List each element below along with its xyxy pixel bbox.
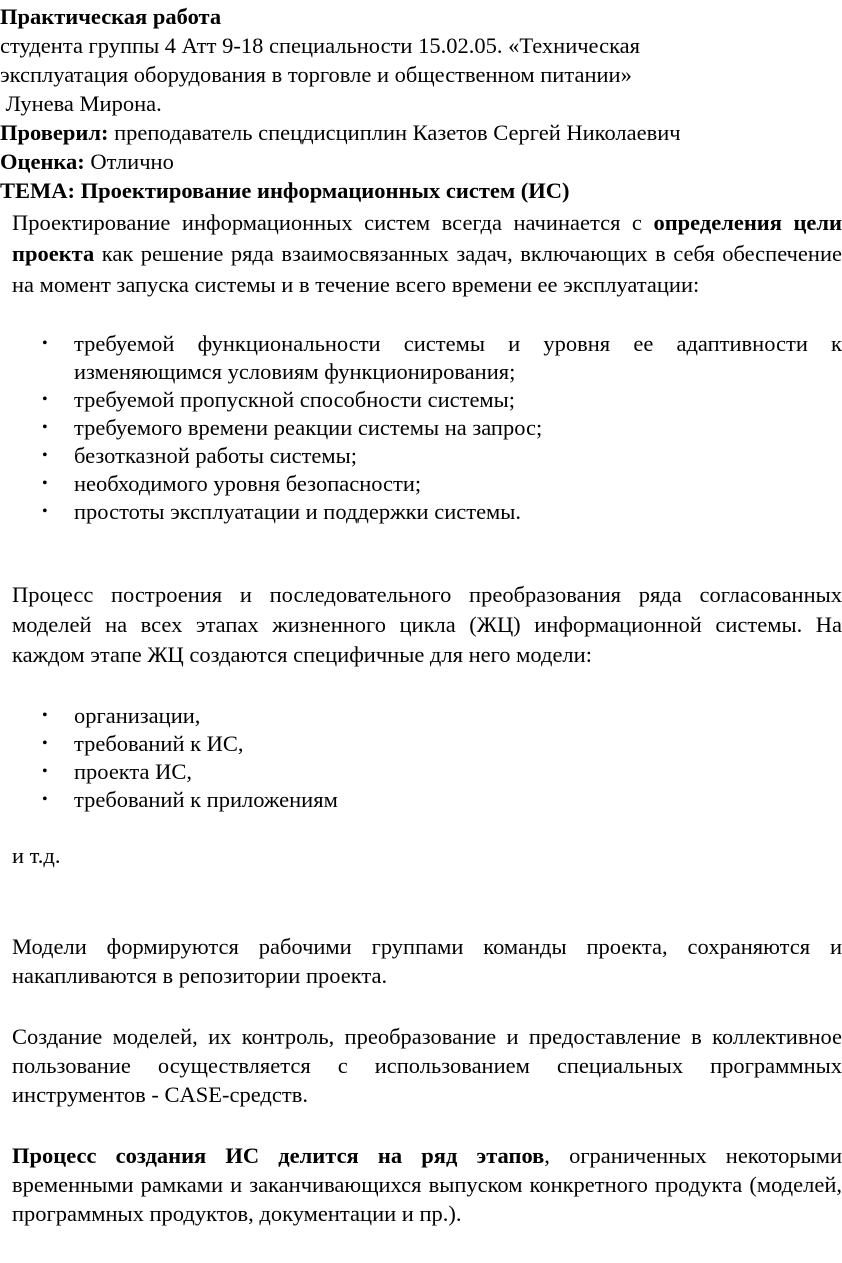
intro-paragraph: Проектирование информационных систем всегда начинается с определения цели проекта как решение ряда взаимосвязанных задач, включающих в себя обеспечение на момент запуска системы и в течение всего времени ее эксплуатации: (12, 210, 842, 297)
list-item: • безотказной работы системы; (42, 443, 358, 468)
requirements-list (12, 330, 842, 526)
bullet-icon: • (42, 475, 48, 492)
checked-value: преподаватель спецдисциплин Казетов Сергей Николаевич (108, 120, 681, 145)
creation-paragraph: Создание моделей, их контроль, преобразование и предоставление в коллективное пользование осуществляется с использованием специальных программных инструментов - CASE-средств. (12, 1024, 842, 1107)
bullet-icon: • (42, 419, 48, 436)
grade (0, 147, 816, 176)
bullet-icon: • (42, 735, 48, 752)
models-paragraph: Модели формируются рабочими группами команды проекта, сохраняются и накапливаются в репозитории проекта. (12, 934, 842, 988)
list-item: • требуемой функциональности системы и уровня ее адаптивности к изменяющимся условиям функционирования; (42, 331, 842, 384)
list-item: • требуемого времени реакции системы на запрос; (42, 415, 543, 440)
intro-bold: определения цели проекта (12, 210, 842, 266)
bullet-icon: • (42, 503, 48, 520)
list-item: • требований к приложениям (42, 787, 338, 812)
bullet-icon: • (42, 447, 48, 464)
bullet-icon: • (42, 335, 48, 352)
document-body (12, 207, 842, 1228)
grade-value: Отлично (84, 149, 174, 174)
document-header (0, 0, 816, 205)
topic-heading: ТЕМА: Проектирование информационных систем (ИС) (0, 178, 570, 203)
list-item: • требуемой пропускной способности системы; (42, 387, 516, 412)
list-item: • проекта ИС, (42, 759, 193, 784)
models-list (12, 702, 842, 814)
checked-label: Проверил: (0, 120, 109, 145)
stages-bold: Процесс создания ИС делится на ряд этапов (12, 1143, 545, 1168)
bullet-icon: • (42, 707, 48, 724)
list-item: • простоты эксплуатации и поддержки системы. (42, 499, 522, 524)
process-paragraph: Процесс построения и последовательного преобразования ряда согласованных моделей на всех этапах жизненного цикла (ЖЦ) информационной системы. На каждом этапе ЖЦ создаются специфичные для него модели: (12, 582, 842, 667)
list-item: • требований к ИС, (42, 731, 244, 756)
document-title: Практическая работа (0, 4, 222, 29)
student-name: Лунева Мирона. (0, 91, 162, 116)
etc-text: и т.д. (12, 843, 61, 868)
checked-by (0, 118, 816, 147)
bullet-icon: • (42, 391, 48, 408)
bullet-icon: • (42, 791, 48, 808)
list-item: • организации, (42, 703, 201, 728)
stages-paragraph: Процесс создания ИС делится на ряд этапов, ограниченных некоторыми временными рамками и заканчивающихся выпуском конкретного продукта (моделей, программных продуктов, документации и пр.). (12, 1143, 842, 1226)
list-item: • необходимого уровня безопасности; (42, 471, 422, 496)
bullet-icon: • (42, 763, 48, 780)
grade-label: Оценка: (0, 149, 85, 174)
specialty-line: эксплуатация оборудования в торговле и общественном питании» (0, 62, 632, 87)
student-line: студента группы 4 Атт 9-18 специальности 15.02.05. «Техническая (0, 33, 641, 58)
